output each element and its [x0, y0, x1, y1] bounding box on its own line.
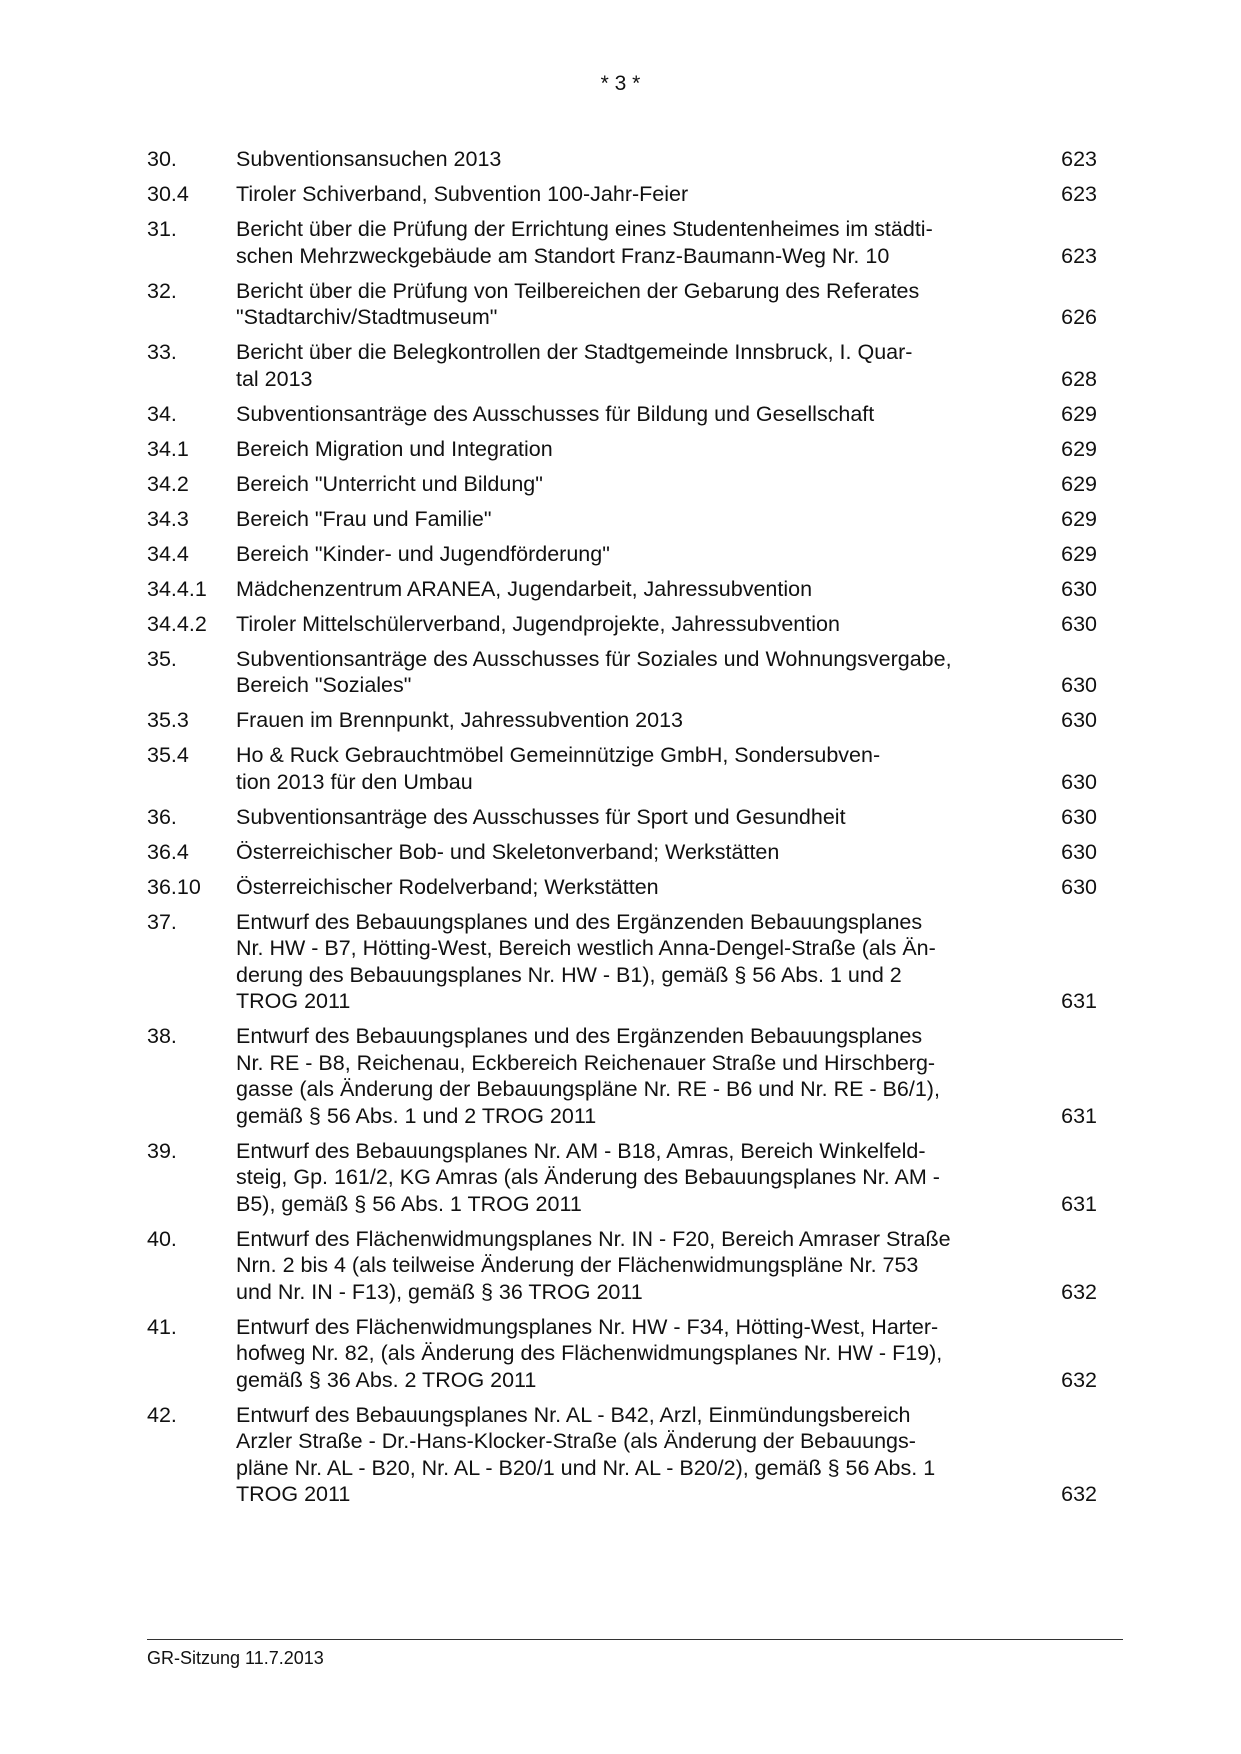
toc-entry: [147, 874, 1097, 901]
toc-entry-number: 36.10: [147, 874, 201, 899]
toc-entry-title-line: Bereich "Unterricht und Bildung": [236, 471, 543, 496]
toc-entry-page: 623: [1061, 147, 1097, 171]
toc-entry: [147, 541, 1097, 568]
toc-entry-title: [236, 804, 1021, 831]
toc-entry-title: [236, 436, 1021, 463]
toc-entry-title-line: tion 2013 für den Umbau: [236, 769, 473, 794]
toc-entry: [147, 1226, 1097, 1306]
toc-entry-title: [236, 576, 1021, 603]
toc-entry-page: 632: [1061, 1279, 1097, 1304]
toc-entry-number: 34.4.1: [147, 576, 207, 601]
toc-entry-title: [236, 1226, 1021, 1306]
toc-entry-title: [236, 909, 1021, 1015]
toc-entry-title-line: Bericht über die Prüfung von Teilbereichen der Gebarung des Referates: [236, 278, 920, 303]
toc-entry-title-line: Frauen im Brennpunkt, Jahressubvention 2013: [236, 708, 683, 732]
toc-entry-page: 632: [1061, 1482, 1097, 1506]
toc-entry-number: 34.4.2: [147, 611, 207, 636]
toc-entry-title: [236, 742, 1021, 795]
footer-session-date: GR-Sitzung 11.7.2013: [147, 1648, 324, 1668]
toc-entry-number: 35.4: [147, 743, 189, 767]
toc-entry-title-line: hofweg Nr. 82, (als Änderung des Flächenwidmungsplanes Nr. HW - F19),: [236, 1341, 943, 1365]
toc-entry-title: [236, 506, 1021, 533]
toc-entry-title-line: pläne Nr. AL - B20, Nr. AL - B20/1 und Nr. AL - B20/2), gemäß § 56 Abs. 1: [236, 1455, 936, 1480]
toc-entry: [147, 471, 1097, 498]
toc-entry-title: [236, 278, 1021, 331]
footer-divider: [147, 1639, 1123, 1640]
toc-entry-title-line: Mädchenzentrum ARANEA, Jugendarbeit, Jahressubvention: [236, 576, 813, 601]
toc-entry-title: [236, 646, 1021, 699]
toc-entry-page: 632: [1061, 1367, 1097, 1392]
toc-entry-title-line: tal 2013: [236, 366, 313, 391]
toc-entry-title-line: und Nr. IN - F13), gemäß § 36 TROG 2011: [236, 1279, 643, 1304]
toc-entry-title: [236, 707, 1021, 734]
toc-entry-number: 36.: [147, 804, 177, 829]
toc-entry-title-line: Nrn. 2 bis 4 (als teilweise Änderung der Flächenwidmungspläne Nr. 753: [236, 1253, 919, 1277]
toc-entry-title-line: TROG 2011: [236, 1482, 351, 1506]
toc-entry: [147, 742, 1097, 795]
toc-entry: [147, 339, 1097, 392]
toc-entry-title-line: gasse (als Änderung der Bebauungspläne Nr. RE - B6 und Nr. RE - B6/1),: [236, 1077, 940, 1101]
toc-entry-title-line: steig, Gp. 161/2, KG Amras (als Änderung des Bebauungsplanes Nr. AM -: [236, 1165, 940, 1189]
toc-entry-number: 34.: [147, 401, 177, 426]
toc-entry-number: 42.: [147, 1402, 177, 1427]
toc-entry-title-line: Entwurf des Bebauungsplanes Nr. AL - B42, Arzl, Einmündungsbereich: [236, 1402, 911, 1427]
toc-entry-title-line: Ho & Ruck Gebrauchtmöbel Gemeinnützige GmbH, Sondersubven-: [236, 743, 881, 767]
toc-entry-title: [236, 874, 1021, 901]
toc-entry-title-line: Nr. HW - B7, Hötting-West, Bereich westlich Anna-Dengel-Straße (als Än-: [236, 936, 936, 960]
toc-entry-title: [236, 181, 1021, 208]
toc-entry-page: 630: [1061, 673, 1097, 697]
toc-entry-page: 629: [1061, 401, 1097, 426]
toc-entry-title-line: Entwurf des Flächenwidmungsplanes Nr. IN - F20, Bereich Amraser Straße: [236, 1226, 951, 1251]
toc-entry-title-line: Subventionsanträge des Ausschusses für Soziales und Wohnungsvergabe,: [236, 646, 952, 671]
toc-entry: [147, 707, 1097, 734]
toc-entry-number: 36.4: [147, 839, 189, 864]
toc-entry-title-line: Entwurf des Flächenwidmungsplanes Nr. HW - F34, Hötting-West, Harter-: [236, 1314, 939, 1339]
toc-entry-page: 631: [1061, 1103, 1097, 1128]
toc-entry-title-line: derung des Bebauungsplanes Nr. HW - B1), gemäß § 56 Abs. 1 und 2: [236, 962, 902, 987]
toc-entry: [147, 646, 1097, 699]
toc-entry: [147, 278, 1097, 331]
page-number: * 3 *: [600, 72, 641, 95]
toc-entry-title: [236, 1402, 1021, 1508]
toc-entry-page: 630: [1061, 576, 1097, 601]
toc-entry-number: 34.1: [147, 436, 189, 461]
toc-entry-title: [236, 839, 1021, 866]
toc-entry-page: 623: [1061, 243, 1097, 268]
toc-entry-title: [236, 1023, 1021, 1129]
toc-entry-title-line: Österreichischer Bob- und Skeletonverband; Werkstätten: [236, 839, 780, 864]
toc-entry-page: 630: [1061, 874, 1097, 899]
toc-entry-title: [236, 1314, 1021, 1394]
toc-entry: [147, 1314, 1097, 1394]
toc-entry-page: 629: [1061, 541, 1097, 566]
toc-entry-title-line: Arzler Straße - Dr.-Hans-Klocker-Straße (als Änderung der Bebauungs-: [236, 1429, 916, 1453]
toc-entry-title-line: Bereich "Kinder- und Jugendförderung": [236, 541, 610, 566]
toc-entry: [147, 146, 1097, 173]
toc-entry-number: 35.3: [147, 708, 189, 732]
toc-entry-page: 630: [1061, 769, 1097, 794]
toc-entry-page: 629: [1061, 471, 1097, 496]
toc-entry-number: 41.: [147, 1314, 177, 1339]
toc-entry-title: [236, 611, 1021, 638]
toc-entry-title-line: TROG 2011: [236, 989, 351, 1013]
toc-entry-number: 30.4: [147, 182, 189, 206]
toc-entry-page: 630: [1061, 804, 1097, 829]
toc-entry-title-line: Entwurf des Bebauungsplanes Nr. AM - B18, Amras, Bereich Winkelfeld-: [236, 1138, 926, 1163]
toc-entry: [147, 576, 1097, 603]
toc-entry: [147, 839, 1097, 866]
toc-entry-number: 33.: [147, 340, 177, 364]
toc-entry-number: 34.3: [147, 506, 189, 531]
toc-entry-page: 630: [1061, 611, 1097, 636]
toc-entry-title-line: Bericht über die Prüfung der Errichtung eines Studentenheimes im städti-: [236, 217, 933, 241]
toc-entry-number: 34.4: [147, 541, 189, 566]
toc-entry-title-line: Tiroler Schiverband, Subvention 100-Jahr-Feier: [236, 182, 689, 206]
toc-entry-title-line: Subventionsanträge des Ausschusses für Bildung und Gesellschaft: [236, 401, 875, 426]
toc-entry-page: 629: [1061, 436, 1097, 461]
toc-entry-title: [236, 146, 1021, 173]
toc-entry-title-line: Bericht über die Belegkontrollen der Stadtgemeinde Innsbruck, I. Quar-: [236, 340, 913, 364]
toc-entry-title-line: schen Mehrzweckgebäude am Standort Franz-Baumann-Weg Nr. 10: [236, 243, 890, 268]
toc-entry: [147, 506, 1097, 533]
toc-entry-title-line: "Stadtarchiv/Stadtmuseum": [236, 305, 498, 329]
toc-entry-title-line: Subventionsansuchen 2013: [236, 147, 502, 171]
toc-entry-page: 628: [1061, 366, 1097, 391]
toc-entry-title: [236, 339, 1021, 392]
toc-entry-page: 630: [1061, 839, 1097, 864]
toc-entry-title: [236, 471, 1021, 498]
toc-entry: [147, 216, 1097, 269]
toc-entry: [147, 1402, 1097, 1508]
toc-entry-title-line: Entwurf des Bebauungsplanes und des Ergänzenden Bebauungsplanes: [236, 1024, 923, 1048]
toc-entry-page: 623: [1061, 182, 1097, 206]
toc-entry: [147, 909, 1097, 1015]
toc-entry-title-line: Bereich "Soziales": [236, 673, 412, 697]
toc-entry-number: 34.2: [147, 471, 189, 496]
toc-entry-title-line: Bereich "Frau und Familie": [236, 506, 492, 531]
toc-entry-title-line: Tiroler Mittelschülerverband, Jugendprojekte, Jahressubvention: [236, 611, 840, 636]
toc-entry-title-line: B5), gemäß § 56 Abs. 1 TROG 2011: [236, 1191, 582, 1216]
toc-entry-title-line: Subventionsanträge des Ausschusses für Sport und Gesundheit: [236, 804, 846, 829]
toc-entry: [147, 436, 1097, 463]
toc-entry-number: 31.: [147, 217, 177, 241]
toc-entry-number: 38.: [147, 1024, 177, 1048]
toc-entry-number: 30.: [147, 147, 177, 171]
toc-entry: [147, 804, 1097, 831]
toc-entry: [147, 1023, 1097, 1129]
toc-entry-title-line: Bereich Migration und Integration: [236, 436, 553, 461]
toc-entry-page: 631: [1061, 989, 1097, 1013]
toc-entry-title-line: Österreichischer Rodelverband; Werkstätten: [236, 874, 659, 899]
toc-entry: [147, 181, 1097, 208]
toc-entry-number: 35.: [147, 646, 177, 671]
toc-entry-number: 40.: [147, 1226, 177, 1251]
toc-entry-title: [236, 1138, 1021, 1218]
toc-entry-number: 37.: [147, 909, 177, 934]
toc-entry-number: 39.: [147, 1138, 177, 1163]
toc-entry-number: 32.: [147, 278, 177, 303]
toc-entry-title-line: Entwurf des Bebauungsplanes und des Ergänzenden Bebauungsplanes: [236, 909, 923, 934]
toc-entry: [147, 611, 1097, 638]
toc-entry-title-line: gemäß § 36 Abs. 2 TROG 2011: [236, 1367, 537, 1392]
table-of-contents: [147, 146, 1097, 1508]
toc-entry-title-line: gemäß § 56 Abs. 1 und 2 TROG 2011: [236, 1103, 597, 1128]
toc-entry-title: [236, 401, 1021, 428]
toc-entry-page: 631: [1061, 1191, 1097, 1216]
toc-entry-page: 630: [1061, 708, 1097, 732]
toc-entry-title: [236, 216, 1021, 269]
toc-entry-title-line: Nr. RE - B8, Reichenau, Eckbereich Reichenauer Straße und Hirschberg-: [236, 1050, 936, 1075]
toc-entry: [147, 401, 1097, 428]
toc-entry-page: 626: [1061, 305, 1097, 329]
toc-entry-title: [236, 541, 1021, 568]
toc-entry: [147, 1138, 1097, 1218]
toc-entry-page: 629: [1061, 506, 1097, 531]
